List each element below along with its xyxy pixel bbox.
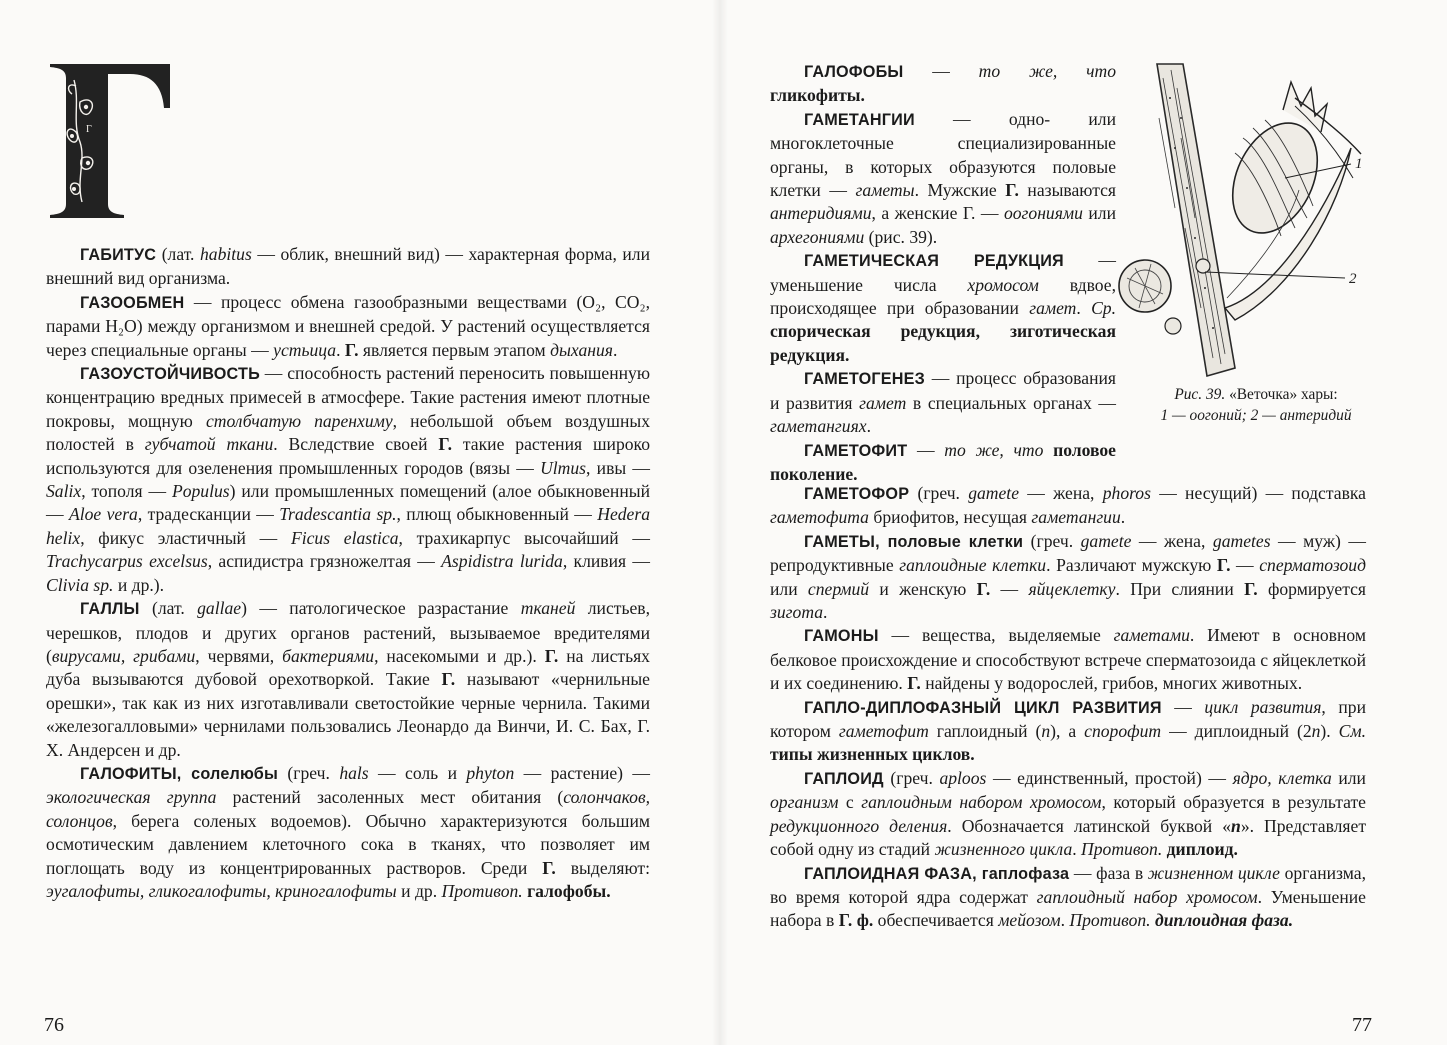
entry-text: Populus <box>171 481 230 502</box>
entry-text: то же, что <box>944 439 1044 460</box>
entry-text: растений засоленных мест обитания ( <box>216 787 564 808</box>
page-number-left: 76 <box>44 1014 64 1036</box>
entry-text: — единственный, простой) — <box>986 767 1233 788</box>
right-page-entries-bottom <box>770 482 1366 933</box>
entry-term: ГАМЕТАНГИИ <box>804 110 915 129</box>
entry-text: (рис. 39). <box>864 226 938 247</box>
entry-text: , небольшой объем воздушных полостей в <box>46 410 650 455</box>
entry-text: — вещества, выделяемые <box>878 625 1114 646</box>
entry-text: . Мужские <box>914 180 1006 201</box>
dictionary-entry <box>770 530 1366 625</box>
entry-text: Aspidistra lurida <box>441 551 563 572</box>
entry-text: aploos <box>939 767 987 788</box>
entry-text: — фаза в <box>1069 862 1148 883</box>
entry-text: — соль и <box>368 762 467 783</box>
left-page <box>0 0 720 1045</box>
entry-text: губчатой ткани <box>144 434 274 455</box>
entry-text: Ficus elastica <box>290 527 399 548</box>
entry-text: , червями, <box>195 645 283 666</box>
entry-text: , насекомыми и др.). <box>374 645 545 666</box>
entry-text: дыхания <box>550 339 613 360</box>
entry-text: (греч. <box>1023 530 1081 551</box>
entry-text: . <box>823 602 828 623</box>
entry-text: тканей <box>520 598 576 619</box>
entry-text: — жена, <box>1019 483 1103 503</box>
entry-term: ГАМЕТОГЕНЕЗ <box>804 370 926 389</box>
entry-text: . Обозначается латинской буквой « <box>947 815 1232 836</box>
entry-text: n <box>1231 815 1241 836</box>
entry-text: гаметами <box>1113 625 1190 646</box>
entry-text: — жена, <box>1131 530 1213 551</box>
entry-text: с <box>838 792 862 813</box>
entry-text: (греч. <box>909 483 969 503</box>
entry-text: экологическая группа <box>46 787 217 808</box>
entry-text: столбчатую паренхиму <box>205 410 393 431</box>
entry-text: . <box>866 416 871 437</box>
entry-text: солончаков, солонцов <box>46 787 651 831</box>
caption-title: Рис. 39. <box>1174 386 1226 403</box>
entry-text: , аспидистра грязножелтая — <box>207 551 442 572</box>
entry-text: Противоп. <box>441 880 523 901</box>
entry-text: (лат. <box>139 598 198 619</box>
entry-text: то же, что <box>978 61 1116 81</box>
entry-text: Г. <box>544 645 559 666</box>
entry-text: гаплоидным набором хромосом <box>861 792 1102 813</box>
entry-term: ГАЛЛЫ <box>80 600 140 619</box>
entry-text: ) или промышленных помещений (алое обыкновенный — <box>46 481 650 525</box>
entry-term: ГАПЛО-ДИПЛОФАЗНЫЙ ЦИКЛ РАЗВИТИЯ <box>804 698 1162 717</box>
entry-text: — способность растений переносить повышенную концентрацию вредных примесей в атмосфере. Такие растения имеют плотные покровы, мощную <box>46 363 650 431</box>
entry-text: бриофитов, несущая <box>868 507 1032 528</box>
entry-text: гаметангиях <box>770 416 867 437</box>
entry-text: Trachycarpus excelsus <box>46 551 208 572</box>
entry-term: ГАЛОФОБЫ <box>804 63 904 81</box>
entry-text: gametes <box>1212 530 1271 551</box>
entry-text: — <box>903 61 979 81</box>
entry-text: на листьях дуба вызываются дубовой орехотворкой. Такие <box>46 645 650 690</box>
entry-term: ГАМЕТОФИТ <box>804 441 908 460</box>
entry-text: архегониями <box>770 226 865 247</box>
right-page-entries-top <box>770 60 1116 486</box>
entry-text: Ulmus <box>540 457 587 478</box>
entry-text: бактериями <box>282 645 375 666</box>
entry-text: , тополя — <box>81 481 172 502</box>
entry-text: . Различают мужскую <box>1046 555 1217 576</box>
drop-cap-ornament <box>46 62 176 220</box>
entry-text: гаметофита <box>770 507 869 528</box>
entry-text: устьица <box>273 339 337 360</box>
caption-legend: 1 — оогоний; 2 — антеридий <box>1160 407 1352 424</box>
entry-text: типы жизненных циклов. <box>770 744 975 765</box>
entry-text: выделяют: <box>555 857 650 878</box>
entry-text: ). <box>1320 721 1339 742</box>
entry-text: и др. <box>396 880 442 901</box>
entry-text: Ср. <box>1091 298 1116 319</box>
entry-text: и др.). <box>113 574 165 595</box>
entry-text: диплоид. <box>1166 839 1238 860</box>
drop-cap-letter-graphic <box>46 62 176 220</box>
entry-text: ядро, клетка <box>1232 767 1332 788</box>
entry-text: , а женские Г. — <box>871 203 1004 224</box>
dictionary-entry <box>770 108 1116 249</box>
entry-text: . При слиянии <box>1115 578 1245 599</box>
entry-text: гаметы <box>855 180 915 201</box>
entry-text: Г. <box>542 857 556 878</box>
entry-term: ГАЗОУСТОЙЧИВОСТЬ <box>80 365 260 384</box>
entry-text: галофобы. <box>527 880 611 901</box>
dictionary-entry <box>46 597 650 762</box>
entry-text: — <box>907 439 945 460</box>
dictionary-entry <box>46 762 650 903</box>
entry-text: n <box>1041 721 1051 742</box>
entry-term: ГАМОНЫ <box>804 627 879 646</box>
entry-text: . <box>1072 839 1082 860</box>
entry-text: формируется <box>1257 578 1366 599</box>
entry-text: , кливия — <box>562 551 650 572</box>
entry-text: вирусами, грибами <box>51 645 196 666</box>
entry-text: организма, во время которой ядра содержат <box>770 862 1366 907</box>
entry-text: вдвое, происходящее при образовании <box>770 274 1116 319</box>
entry-text: Г. <box>438 434 453 455</box>
entry-text: — облик, внешний вид) — характерная форма, или внешний вид организма. <box>46 244 650 289</box>
entry-text: ), а <box>1050 721 1085 742</box>
entry-text: , фикус эластичный — <box>80 527 291 548</box>
entry-text: гамет <box>1029 298 1077 319</box>
entry-text: найдены у водорослей, грибов, многих животных. <box>920 673 1303 694</box>
entry-text: Г. <box>1216 555 1231 576</box>
entry-text: хромосом <box>967 274 1039 295</box>
entry-text: жизненном цикле <box>1147 862 1280 883</box>
entry-text: . <box>1060 910 1070 931</box>
entry-text: спорофит <box>1084 721 1162 742</box>
entry-text: гаплоидный набор хромосом <box>1036 886 1258 907</box>
entry-text: Г. <box>976 578 991 599</box>
entry-term: ГАПЛОИДНАЯ ФАЗА, гаплофаза <box>804 864 1070 883</box>
dictionary-entry <box>770 60 1116 108</box>
entry-text: gamete <box>1080 530 1132 551</box>
entry-text: — уменьшение числа <box>770 250 1116 295</box>
entry-text: gamete <box>968 483 1020 503</box>
entry-text: оогониями <box>1003 203 1083 224</box>
entry-text: Hedera helix <box>46 504 651 548</box>
entry-text: Tradescantia sp. <box>279 504 397 525</box>
chara-branch-illustration <box>1115 58 1377 380</box>
dictionary-entry <box>46 362 650 597</box>
figure-caption <box>1125 384 1387 426</box>
entry-text: гамет <box>859 392 907 413</box>
dictionary-entry <box>770 367 1116 438</box>
entry-text: , трахикарпус высочайший — <box>398 527 650 548</box>
entry-text: phyton <box>466 762 515 783</box>
dictionary-entry <box>770 862 1366 933</box>
entry-text: гаплоидные клетки <box>899 555 1047 576</box>
entry-text: Г. <box>1005 180 1019 201</box>
entry-text: обеспечивается <box>873 910 999 931</box>
entry-text: жизненного цикла <box>934 839 1073 860</box>
entry-text: См. <box>1338 721 1367 742</box>
entry-text: спермий <box>807 578 870 599</box>
entry-text: называют «чернильные орешки», так как из них изготавливали светостойкие черные чернила. Такими «железогалловыми» чернилами пользовались Леонардо да Винчи, И. С. Бах, Г. Х. Андерсен и др. <box>46 669 650 760</box>
entry-text: (греч. <box>278 762 340 783</box>
entry-text: Г. <box>907 673 921 694</box>
entry-text: . <box>612 339 618 360</box>
entry-text: эугалофиты, гликогалофиты, криногалофиты <box>46 880 397 901</box>
entry-text: Г. <box>1244 578 1258 599</box>
entry-text: антеридиями <box>770 203 872 224</box>
entry-text: ». Представляет собой одну из стадий <box>770 815 1367 860</box>
entry-text: . <box>336 339 345 360</box>
entry-text: — процесс образования и развития <box>770 368 1116 413</box>
entry-text: , который образуется в результате <box>1101 792 1366 813</box>
entry-text: Aloe vera <box>68 504 138 525</box>
dictionary-entry <box>46 243 650 291</box>
entry-term: ГАЛОФИТЫ, солелюбы <box>80 764 279 783</box>
entry-text: , традесканции — <box>137 504 280 525</box>
entry-text: называются <box>1018 180 1116 201</box>
page-number-right: 77 <box>1352 1014 1372 1036</box>
entry-text: в специальных органах — <box>906 392 1116 413</box>
entry-text: . Имеют в основном белковое происхождение и способствуют встрече сперматозоида с яйцеклеткой и их соединению. <box>770 625 1366 694</box>
entry-text: Г. <box>344 339 359 360</box>
entry-text: . Вследствие своей <box>273 434 439 455</box>
entry-text: , берега соленых водоемов). Обычно характеризуются большим осмотическим давлением клеточного сока в тканях, что позволяет им поглощать воду из концентрированных растворов. Среди <box>46 810 650 878</box>
dictionary-entry <box>770 249 1116 367</box>
entry-text: или <box>1331 767 1366 788</box>
entry-term: ГАБИТУС <box>80 246 157 264</box>
entry-text: Г. ф. <box>838 910 874 931</box>
entry-text: листьев, черешков, плодов и других органов растений, вызываемое вредителями ( <box>46 598 650 666</box>
entry-text: , ивы — <box>586 457 651 478</box>
entry-text: цикл развития <box>1204 696 1322 717</box>
entry-text: — муж) — репродуктивные <box>770 530 1366 576</box>
entry-text: (лат. <box>156 244 200 264</box>
entry-text: . Уменьшение набора в <box>770 886 1366 931</box>
entry-text: спорическая редукция, зиготическая редукция. <box>770 321 1116 365</box>
dictionary-entry <box>770 439 1116 487</box>
entry-term: ГАМЕТИЧЕСКАЯ РЕДУКЦИЯ <box>804 252 1064 271</box>
entry-text: диплоидная фаза. <box>1154 910 1294 931</box>
entry-text: , при котором <box>770 696 1366 742</box>
dictionary-entry <box>770 696 1366 767</box>
entry-text: зигота <box>770 602 824 623</box>
entry-text: — <box>1161 696 1205 717</box>
entry-term: ГАМЕТЫ, половые клетки <box>804 532 1024 551</box>
entry-text: phoros <box>1102 483 1151 503</box>
dictionary-entry <box>770 482 1366 530</box>
entry-text: или <box>770 578 808 599</box>
entry-text: — диплоидный (2 <box>1161 721 1312 742</box>
entry-text: Противоп. <box>1069 910 1151 931</box>
entry-text: hals <box>339 762 369 783</box>
entry-text: является первым этапом <box>358 339 551 360</box>
entry-text: половое поколение. <box>770 439 1116 484</box>
right-page <box>720 0 1447 1045</box>
drop-cap-text: Г <box>86 124 92 135</box>
entry-text: гаметофит <box>838 721 929 742</box>
entry-text: gallae <box>197 598 242 619</box>
entry-text: habitus <box>199 244 252 264</box>
entry-text: ) — патологическое разрастание <box>241 598 521 619</box>
entry-text: — процесс обмена газообразными веществами (О₂, СО₂, парами Н₂О) между организмом и внешней средой. У растений осуществляется через специальные органы — <box>46 291 650 360</box>
entry-text: Clivia sp. <box>46 574 114 595</box>
figure-label-1: 1 <box>1355 156 1363 172</box>
entry-term: ГАПЛОИД <box>804 769 884 788</box>
entry-text: или <box>1082 203 1117 224</box>
entry-text: такие растения широко используются для озеленения промышленных городов (вязы — <box>46 434 650 478</box>
entry-text: Г. <box>441 669 456 690</box>
entry-text: — одно- или многоклеточные специализированные органы, в которых образуются половые клетки — <box>770 108 1116 201</box>
figure-label-2: 2 <box>1349 271 1357 287</box>
entry-text: гаметангии <box>1031 507 1121 528</box>
entry-text: — <box>1230 555 1260 576</box>
entry-text: мейозом <box>998 910 1061 931</box>
entry-text: организм <box>770 792 839 813</box>
dictionary-entry <box>770 624 1366 695</box>
entry-text: — растение) — <box>514 762 651 783</box>
entry-text: сперматозоид <box>1259 555 1366 576</box>
dictionary-entry <box>770 767 1366 862</box>
entry-text <box>1043 440 1053 460</box>
entry-text: , плющ обыкновенный — <box>396 504 598 525</box>
left-page-entries <box>46 243 650 903</box>
entry-text: n <box>1311 721 1321 742</box>
entry-text: . <box>1076 298 1092 319</box>
entry-text: гликофиты. <box>770 85 865 106</box>
entry-text: Противоп. <box>1081 839 1163 860</box>
entry-text: Salix <box>46 481 82 502</box>
entry-text: яйцеклетку <box>1028 578 1116 599</box>
entry-term: ГАЗООБМЕН <box>80 293 185 312</box>
caption-text: «Веточка» хары: <box>1229 386 1338 403</box>
entry-text: гаплоидный ( <box>928 721 1042 742</box>
entry-text: (греч. <box>883 767 940 788</box>
entry-text: — <box>990 578 1029 599</box>
entry-text: и женскую <box>869 578 977 599</box>
entry-text: . <box>1120 507 1126 528</box>
entry-term: ГАМЕТОФОР <box>804 485 910 503</box>
entry-text: редукционного деления <box>770 815 948 836</box>
dictionary-entry <box>46 291 650 362</box>
entry-text: — несущий) — подставка <box>1150 483 1366 503</box>
